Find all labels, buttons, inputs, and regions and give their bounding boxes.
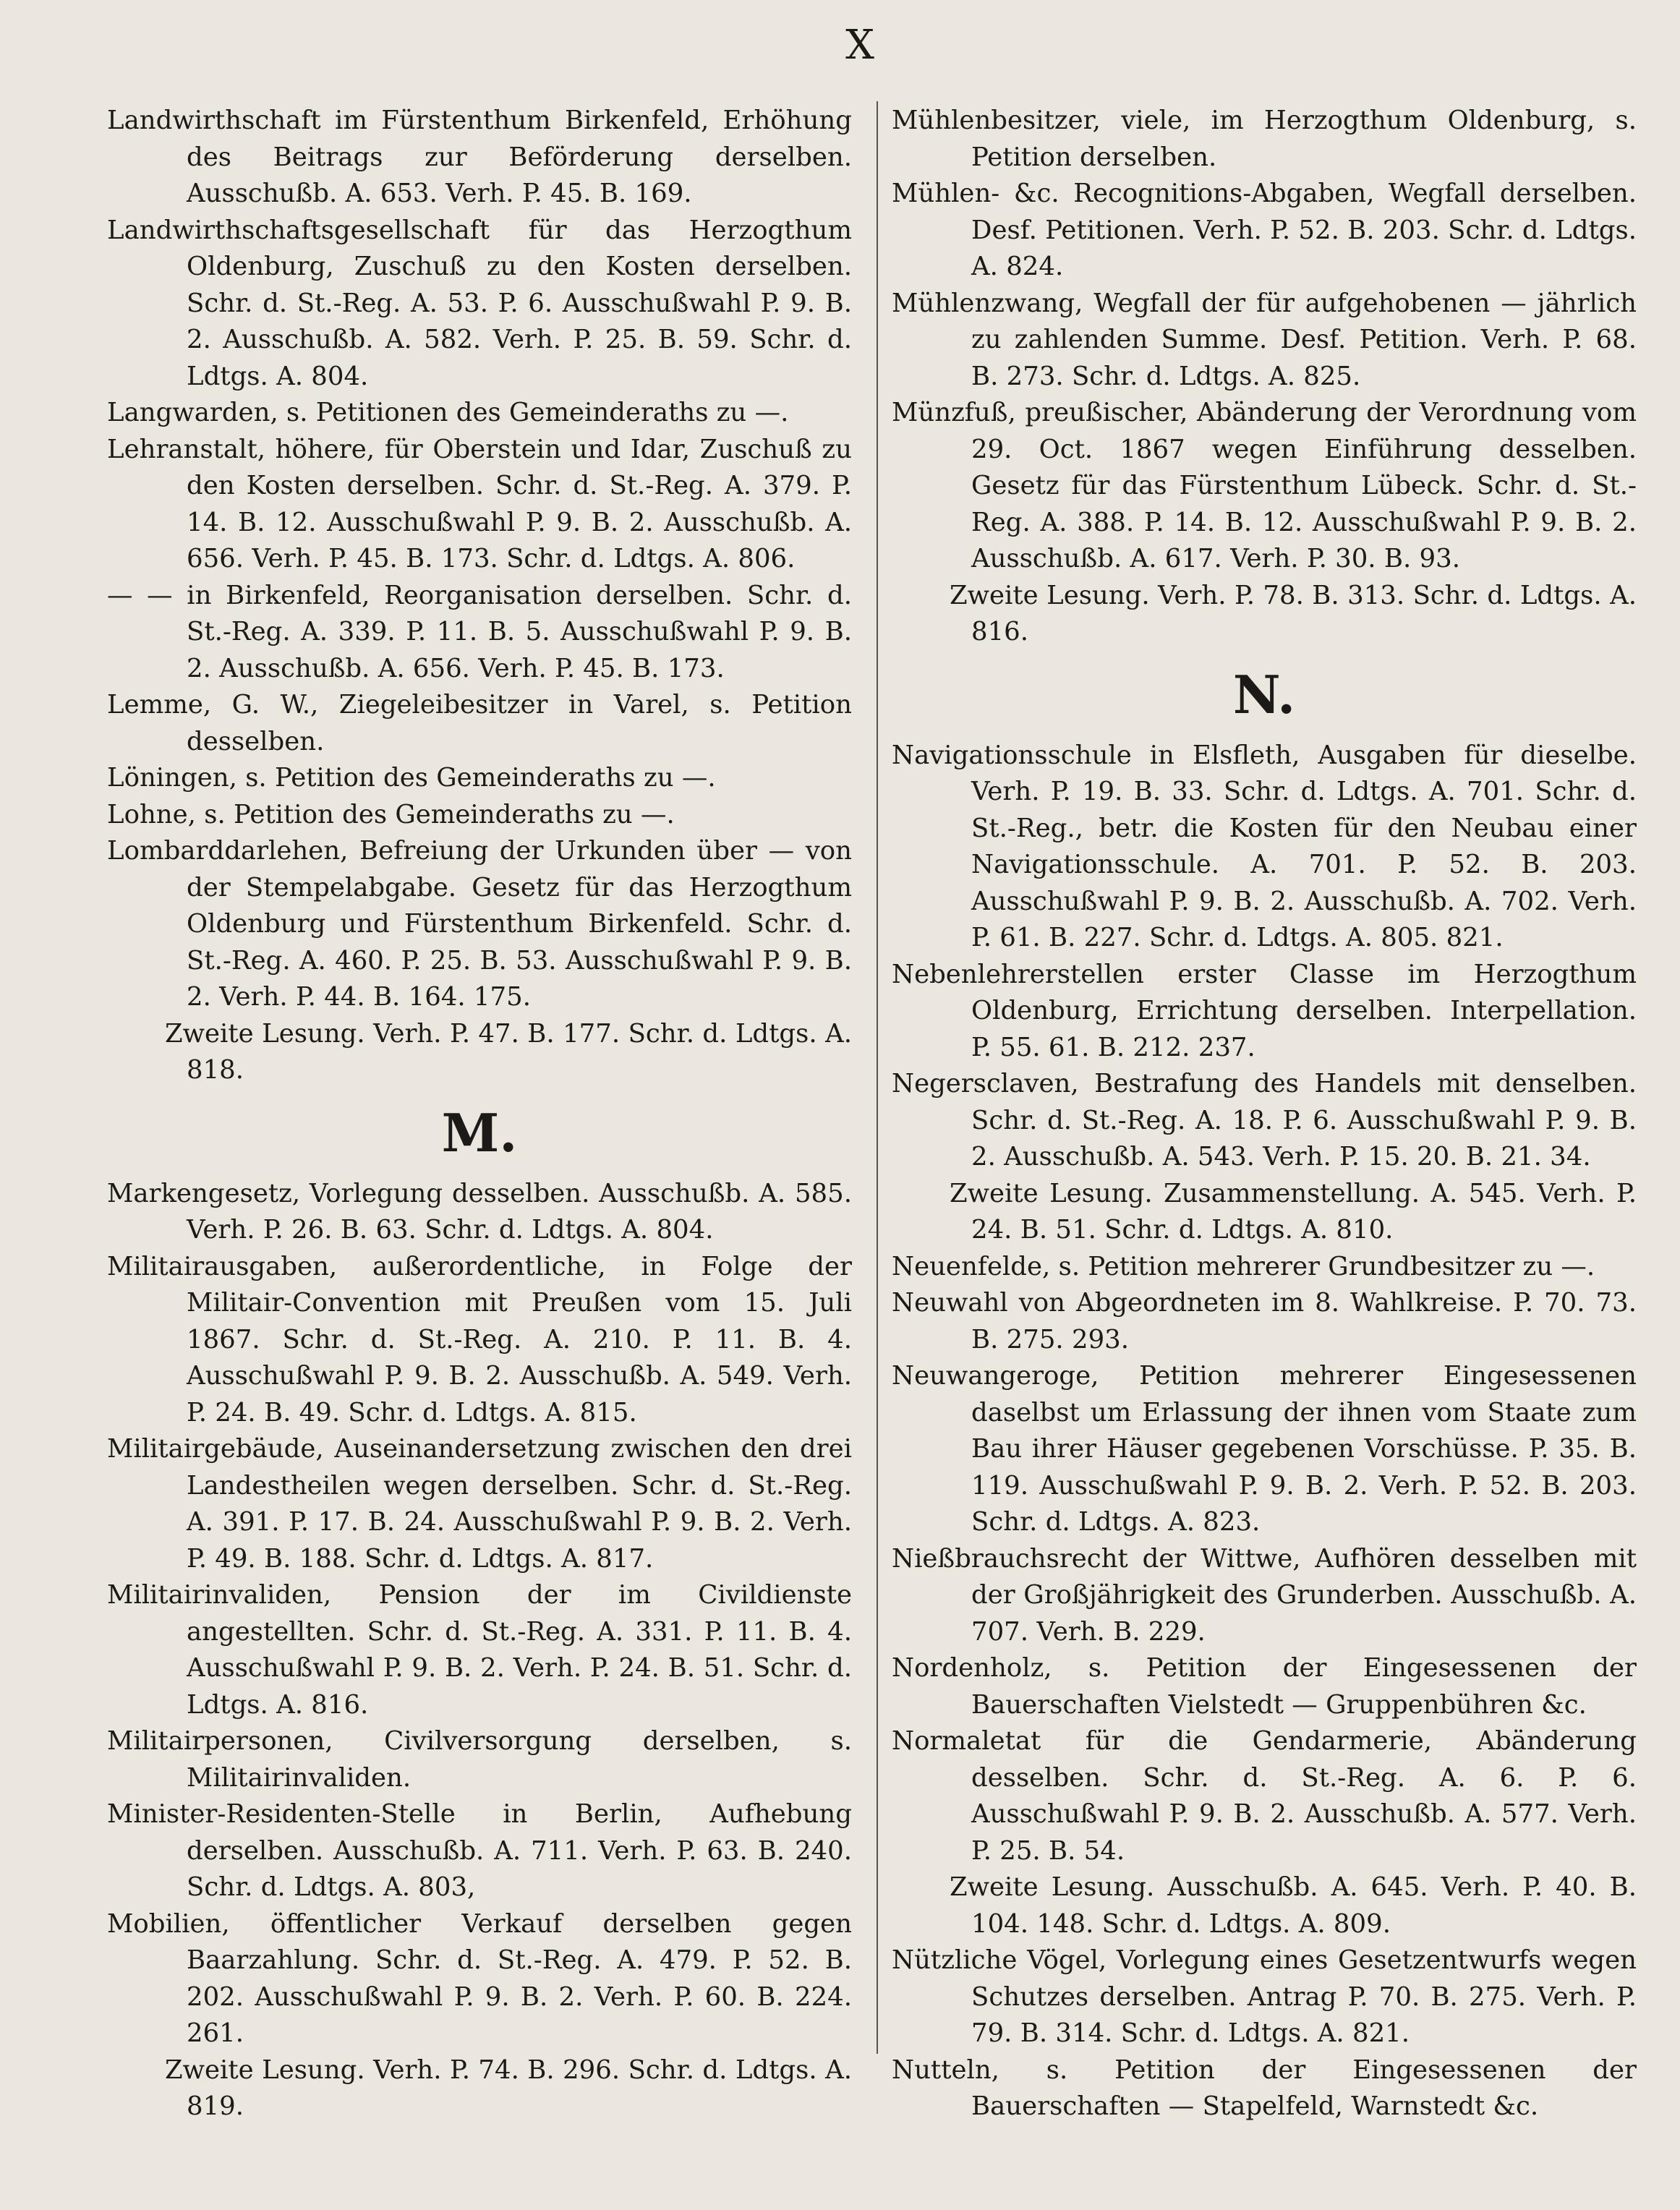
index-entry: Nießbrauchsrecht der Wittwe, Aufhören desselben mit der Großjährigkeit des Grunderben. Ausschußb. A. 707. Verh. B. 229. [892,1543,1637,1647]
index-entry: Militairinvaliden, Pension der im Civildienste angestellten. Schr. d. St.-Reg. A. 331. P. 11. B. 4. Ausschußwahl P. 9. B. 2. Verh. P. 24. B. 51. Schr. d. Ldtgs. A. 816. [107,1580,852,1720]
index-entry: Landwirthschaftsgesellschaft für das Herzogthum Oldenburg, Zuschuß zu den Kosten derselben. Schr. d. St.-Reg. A. 53. P. 6. Ausschußwahl P. 9. B. 2. Ausschußb. A. 582. Verh. P. 25. B. 59. Schr. d. Ldtgs. A. 804. [107,215,852,391]
index-entry: Mobilien, öffentlicher Verkauf derselben gegen Baarzahlung. Schr. d. St.-Reg. A. 479. P. 52. B. 202. Ausschußwahl P. 9. B. 2. Verh. P. 60. B. 224. 261. [107,1908,852,2048]
index-entry: — — in Birkenfeld, Reorganisation derselben. Schr. d. St.-Reg. A. 339. P. 11. B. 5. Ausschußwahl P. 9. B. 2. Ausschußb. A. 656. Verh. P. 45. B. 173. [107,580,852,683]
index-entry: Mühlenzwang, Wegfall der für aufgehobenen — jährlich zu zahlenden Summe. Desf. Petition. Verh. P. 68. B. 273. Schr. d. Ldtgs. A. 825. [892,288,1637,391]
index-entry: Militairgebäude, Auseinandersetzung zwischen den drei Landestheilen wegen derselben. Schr. d. St.-Reg. A. 391. P. 17. B. 24. Ausschußwahl P. 9. B. 2. Verh. P. 49. B. 188. Schr. d. Ldtgs. A. 817. [107,1434,852,1574]
index-entry: Mühlenbesitzer, viele, im Herzogthum Oldenburg, s. Petition derselben. [892,106,1637,172]
index-entry: Normaletat für die Gendarmerie, Abänderung desselben. Schr. d. St.-Reg. A. 6. P. 6. Ausschußwahl P. 9. B. 2. Ausschußb. A. 577. Verh. P. 25. B. 54. [892,1726,1637,1866]
index-entry: Nützliche Vögel, Vorlegung eines Gesetzentwurfs wegen Schutzes derselben. Antrag P. 70. B. 275. Verh. P. 79. B. 314. Schr. d. Ldtgs. A. 821. [892,1945,1637,2048]
index-entry: Militairpersonen, Civilversorgung derselben, s. Militairinvaliden. [107,1726,852,1793]
index-entry: Nebenlehrerstellen erster Classe im Herzogthum Oldenburg, Errichtung derselben. Interpellation. P. 55. 61. B. 212. 237. [892,959,1637,1062]
index-subentry: Zweite Lesung. Ausschußb. A. 645. Verh. P. 40. B. 104. 148. Schr. d. Ldtgs. A. 809. [950,1872,1637,1939]
index-entry: Negersclaven, Bestrafung des Handels mit denselben. Schr. d. St.-Reg. A. 18. P. 6. Ausschußwahl P. 9. B. 2. Ausschußb. A. 543. Verh. P. 15. 20. B. 21. 34. [892,1069,1637,1172]
index-entry: Markengesetz, Vorlegung desselben. Ausschußb. A. 585. Verh. P. 26. B. 63. Schr. d. Ldtgs. A. 804. [107,1178,852,1245]
index-entry: Minister-Residenten-Stelle in Berlin, Aufhebung derselben. Ausschußb. A. 711. Verh. P. 63. B. 240. Schr. d. Ldtgs. A. 803, [107,1799,852,1902]
page-number: X [845,22,876,69]
index-entry: Lombarddarlehen, Befreiung der Urkunden über — von der Stempelabgabe. Gesetz für das Herzogthum Oldenburg und Fürstenthum Birkenfeld. Schr. d. St.-Reg. A. 460. P. 25. B. 53. Ausschußwahl P. 9. B. 2. Verh. P. 44. B. 164. 175. [107,836,852,1012]
index-subentry: Zweite Lesung. Verh. P. 47. B. 177. Schr. d. Ldtgs. A. 818. [165,1018,852,1085]
index-entry: Neuwahl von Abgeordneten im 8. Wahlkreise. P. 70. 73. B. 275. 293. [892,1288,1637,1354]
index-entry: Nutteln, s. Petition der Eingesessenen der Bauerschaften — Stapelfeld, Warnstedt &c. [892,2055,1637,2121]
index-entry: Navigationsschule in Elsfleth, Ausgaben für dieselbe. Verh. P. 19. B. 33. Schr. d. Ldtgs. A. 701. Schr. d. St.-Reg., betr. die Kosten für den Neubau einer Navigationsschule. A. 701. P. 52. B. 203. Ausschußwahl P. 9. B. 2. Ausschußb. A. 702. Verh. P. 61. B. 227. Schr. d. Ldtgs. A. 805. 821. [892,740,1637,952]
index-column-left [107,103,852,2125]
section-letter-n: N. [1232,663,1296,725]
index-entry: Lehranstalt, höhere, für Oberstein und Idar, Zuschuß zu den Kosten derselben. Schr. d. St.-Reg. A. 379. P. 14. B. 12. Ausschußwahl P. 9. B. 2. Ausschußb. A. 656. Verh. P. 45. B. 173. Schr. d. Ldtgs. A. 806. [107,434,852,573]
index-entry: Löningen, s. Petition des Gemeinderaths zu —. [107,763,716,793]
index-entry: Neuenfelde, s. Petition mehrerer Grundbesitzer zu —. [892,1251,1595,1281]
index-column-right [892,103,1637,2125]
index-entry: Langwarden, s. Petitionen des Gemeinderaths zu —. [107,398,789,427]
index-entry: Münzfuß, preußischer, Abänderung der Verordnung vom 29. Oct. 1867 wegen Einführung desselben. Gesetz für das Fürstenthum Lübeck. Schr. d. St.-Reg. A. 388. P. 14. B. 12. Ausschußwahl P. 9. B. 2. Ausschußb. A. 617. Verh. P. 30. B. 93. [892,398,1637,573]
index-subentry: Zweite Lesung. Verh. P. 78. B. 313. Schr. d. Ldtgs. A. 816. [950,580,1637,647]
index-entry: Militairausgaben, außerordentliche, in Folge der Militair-Convention mit Preußen vom 15. Juli 1867. Schr. d. St.-Reg. A. 210. P. 11. B. 4. Ausschußwahl P. 9. B. 2. Ausschußb. A. 549. Verh. P. 24. B. 49. Schr. d. Ldtgs. A. 815. [107,1251,852,1428]
index-entry: Lohne, s. Petition des Gemeinderaths zu —. [107,799,675,829]
index-subentry: Zweite Lesung. Verh. P. 74. B. 296. Schr. d. Ldtgs. A. 819. [165,2055,852,2121]
index-entry: Lemme, G. W., Ziegeleibesitzer in Varel, s. Petition desselben. [107,690,852,756]
index-subentry: Zweite Lesung. Zusammenstellung. A. 545. Verh. P. 24. B. 51. Schr. d. Ldtgs. A. 810. [950,1178,1637,1245]
index-entry: Nordenholz, s. Petition der Eingesessenen der Bauerschaften Vielstedt — Gruppenbühren &c. [892,1653,1637,1720]
section-letter-m: M. [441,1101,518,1164]
index-entry: Neuwangeroge, Petition mehrerer Eingesessenen daselbst um Erlassung der ihnen vom Staate zum Bau ihrer Häuser gegebenen Vorschüsse. P. 35. B. 119. Ausschußwahl P. 9. B. 2. Verh. P. 52. B. 203. Schr. d. Ldtgs. A. 823. [892,1361,1637,1537]
column-divider [877,101,878,2054]
index-entry: Landwirthschaft im Fürstenthum Birkenfeld, Erhöhung des Beitrags zur Beförderung derselben. Ausschußb. A. 653. Verh. P. 45. B. 169. [107,106,852,208]
index-entry: Mühlen- &c. Recognitions-Abgaben, Wegfall derselben. Desf. Petitionen. Verh. P. 52. B. 203. Schr. d. Ldtgs. A. 824. [892,179,1637,281]
